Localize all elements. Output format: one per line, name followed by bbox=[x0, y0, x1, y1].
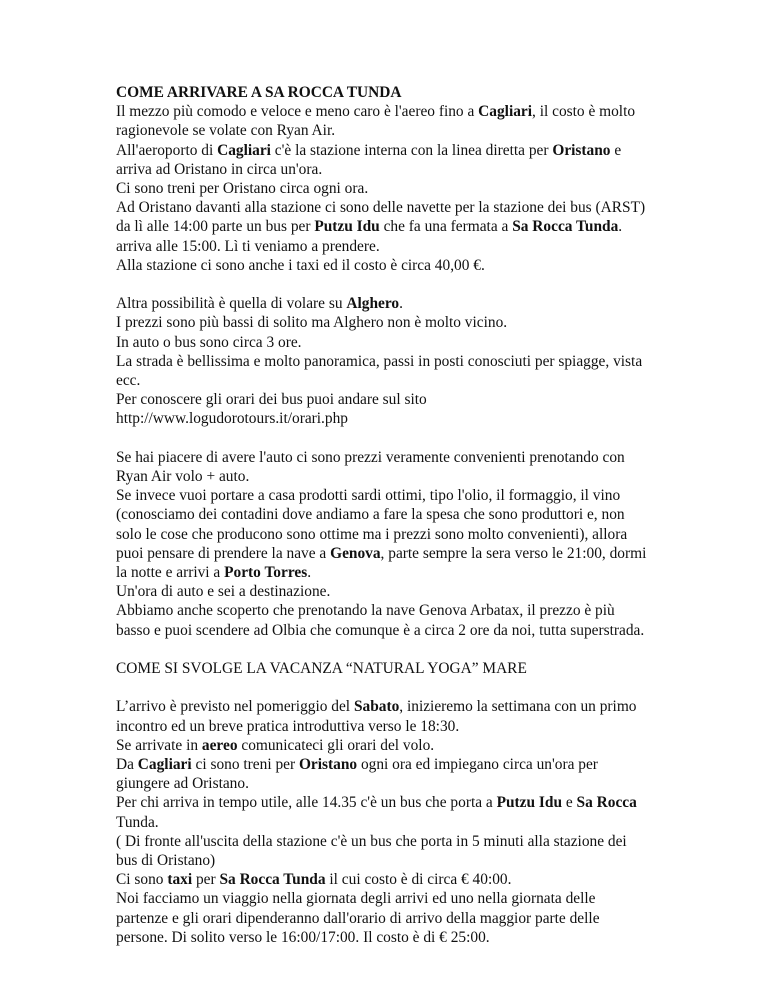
text-line: bus di Oristano) bbox=[116, 852, 216, 870]
text-line: incontro ed un breve pratica introduttiva verso le 18:30. bbox=[116, 717, 460, 735]
document-page bbox=[116, 83, 656, 947]
text-line: All'aeroporto di Cagliari c'è la stazione interna con la linea diretta per Oristano e bbox=[116, 141, 622, 159]
text-line: ragionevole se volate con Ryan Air. bbox=[116, 122, 336, 140]
text-line: Se invece vuoi portare a casa prodotti sardi ottimi, tipo l'olio, il formaggio, il vino bbox=[116, 487, 621, 505]
text-line: Ci sono treni per Oristano circa ogni ora. bbox=[116, 180, 369, 198]
text-line: La strada è bellissima e molto panoramica, passi in posti conosciuti per spiagge, vista bbox=[116, 352, 643, 370]
bold-text: Sabato bbox=[353, 698, 400, 716]
paragraph bbox=[116, 102, 656, 275]
bold-text: Oristano bbox=[298, 756, 358, 774]
bold-text: Genova bbox=[330, 544, 381, 562]
text-line: Per chi arriva in tempo utile, alle 14.35 c'è un bus che porta a Putzu Idu e Sa Rocca bbox=[116, 794, 637, 812]
bold-text: Putzu Idu bbox=[314, 218, 380, 236]
text-line: ( Di fronte all'uscita della stazione c'è un bus che porta in 5 minuti alla stazione dei bbox=[116, 832, 627, 850]
text-line: Ryan Air volo + auto. bbox=[116, 468, 250, 486]
text-line: Noi facciamo un viaggio nella giornata degli arrivi ed uno nella giornata delle bbox=[116, 890, 596, 908]
bold-text: taxi bbox=[167, 871, 193, 889]
text-line: arriva alle 15:00. Lì ti veniamo a prendere. bbox=[116, 237, 380, 255]
bold-text: Oristano bbox=[552, 141, 611, 159]
text-line: persone. Di solito verso le 16:00/17:00. Il costo è di € 25:00. bbox=[116, 928, 490, 946]
text-line: Se hai piacere di avere l'auto ci sono prezzi veramente convenienti prenotando con bbox=[116, 448, 625, 466]
text-line: Altra possibilità è quella di volare su Alghero. bbox=[116, 295, 403, 313]
text-line: Da Cagliari ci sono treni per Oristano ogni ora ed impiegano circa un'ora per bbox=[116, 756, 598, 774]
bold-text: Putzu Idu bbox=[496, 794, 563, 812]
text-line: (conosciamo dei contadini dove andiamo a fare la spesa che sono produttori e, non bbox=[116, 506, 625, 524]
text-line: Ci sono taxi per Sa Rocca Tunda il cui costo è di circa € 40:00. bbox=[116, 871, 512, 889]
text-line: http://www.logudorotours.it/orari.php bbox=[116, 410, 348, 428]
bold-text: Alghero bbox=[346, 295, 400, 313]
text-line: partenze e gli orari dipenderanno dall'orario di arrivo della maggior parte delle bbox=[116, 909, 600, 927]
section-title-vacation: COME SI SVOLGE LA VACANZA “NATURAL YOGA” MARE bbox=[116, 660, 527, 678]
text-line: I prezzi sono più bassi di solito ma Alghero non è molto vicino. bbox=[116, 314, 508, 332]
section-title-arrival: COME ARRIVARE A SA ROCCA TUNDA bbox=[116, 84, 402, 101]
paragraph-gap bbox=[116, 275, 656, 294]
bold-text: Sa Rocca bbox=[576, 794, 637, 812]
bold-text: aereo bbox=[201, 736, 238, 754]
text-line: solo le cose che producono sono ottime ma i prezzi sono molto convenienti), allora bbox=[116, 525, 628, 543]
bold-text: Cagliari bbox=[217, 141, 271, 159]
text-line: Il mezzo più comodo e veloce e meno caro è l'aereo fino a Cagliari, il costo è molto bbox=[116, 103, 636, 121]
text-line: Alla stazione ci sono anche i taxi ed il costo è circa 40,00 €. bbox=[116, 256, 485, 274]
bold-text: Sa Rocca Tunda bbox=[512, 218, 619, 236]
text-line: ecc. bbox=[116, 372, 141, 390]
paragraph bbox=[116, 448, 656, 640]
text-line: basso e puoi scendere ad Olbia che comunque è a circa 2 ore da noi, tutta superstrada. bbox=[116, 621, 645, 639]
text-line: Un'ora di auto e sei a destinazione. bbox=[116, 583, 331, 601]
text-line: Per conoscere gli orari dei bus puoi andare sul sito bbox=[116, 391, 427, 409]
paragraph bbox=[116, 697, 656, 947]
text-line: Se arrivate in aereo comunicateci gli orari del volo. bbox=[116, 736, 435, 754]
text-line: giungere ad Oristano. bbox=[116, 775, 249, 793]
paragraph bbox=[116, 294, 656, 428]
text-line: In auto o bus sono circa 3 ore. bbox=[116, 333, 302, 351]
bold-text: Cagliari bbox=[137, 756, 192, 774]
text-line: L’arrivo è previsto nel pomeriggio del Sabato, inizieremo la settimana con un primo bbox=[116, 698, 637, 716]
text-line: da lì alle 14:00 parte un bus per Putzu Idu che fa una fermata a Sa Rocca Tunda. bbox=[116, 218, 623, 236]
text-line: arriva ad Oristano in circa un'ora. bbox=[116, 160, 323, 178]
bold-text: Cagliari bbox=[478, 103, 533, 121]
bold-text: Porto Torres bbox=[224, 564, 308, 582]
text-line: Ad Oristano davanti alla stazione ci sono delle navette per la stazione dei bus (ARST) bbox=[116, 199, 646, 217]
text-line: puoi pensare di prendere la nave a Genova, parte sempre la sera verso le 21:00, dormi bbox=[116, 544, 647, 562]
text-line: Tunda. bbox=[116, 813, 159, 831]
paragraph-gap bbox=[116, 640, 656, 659]
text-line: Abbiamo anche scoperto che prenotando la nave Genova Arbatax, il prezzo è più bbox=[116, 602, 615, 620]
paragraph-gap bbox=[116, 429, 656, 448]
text-line: la notte e arrivi a Porto Torres. bbox=[116, 564, 312, 582]
paragraph-gap bbox=[116, 678, 656, 697]
bold-text: Sa Rocca Tunda bbox=[219, 871, 326, 889]
